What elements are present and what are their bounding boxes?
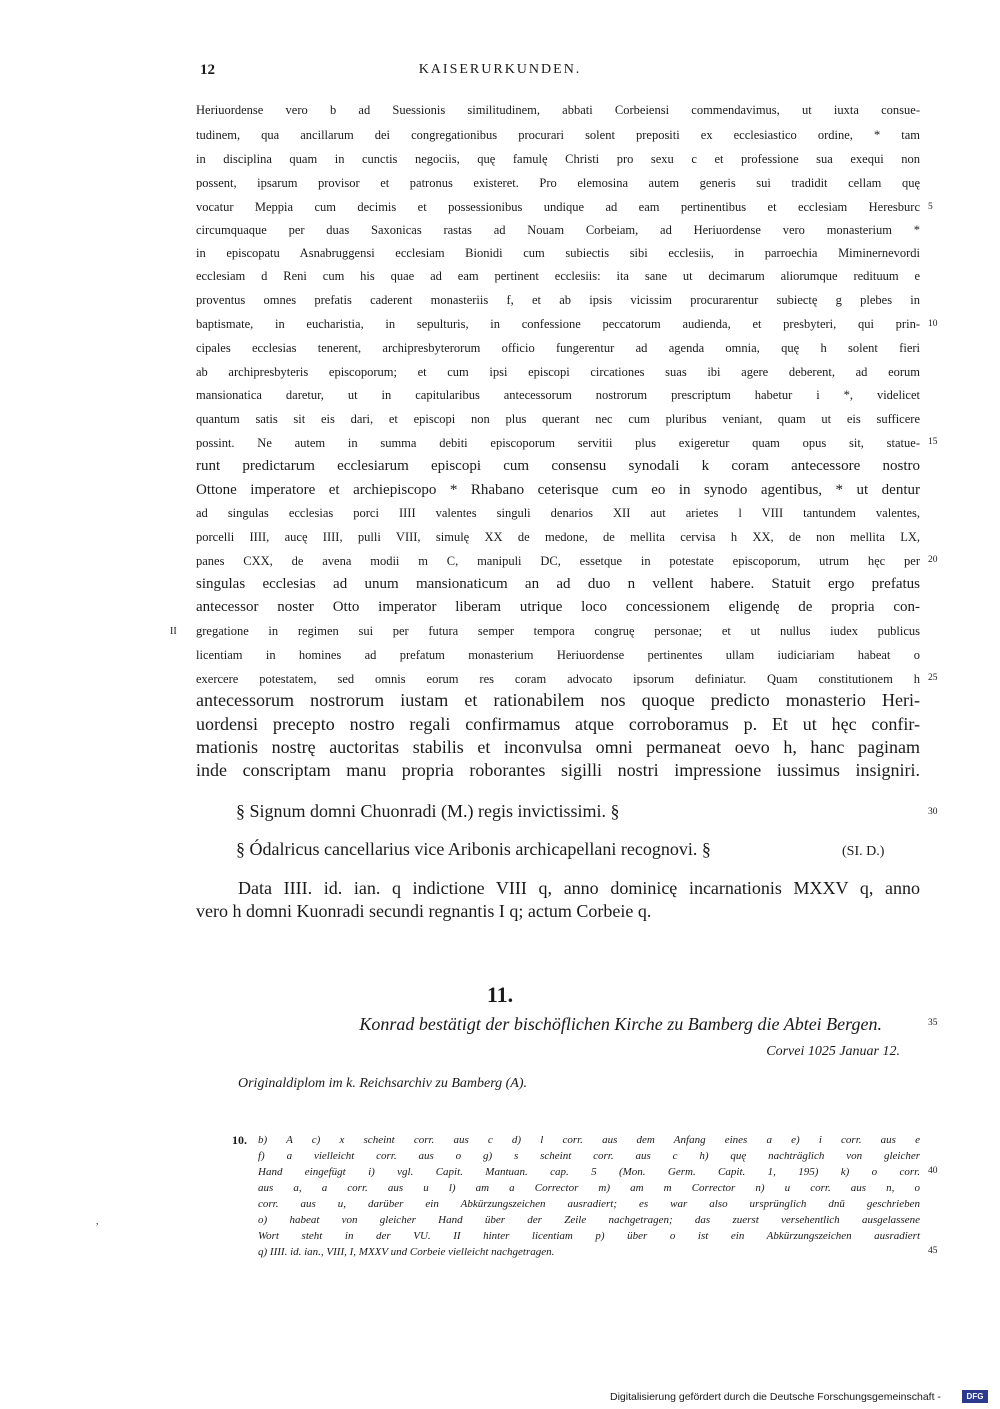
- dating-line: Data IIII. id. ian. q indictione VIII q, anno dominicę incarnationis MXXV q, anno: [238, 878, 920, 898]
- body-line: singulas ecclesias ad unum mansionaticum an ad duo n vellent habere. Statuit ergo prefatus: [196, 576, 920, 592]
- body-line: Ottone imperatore et archiepiscopo * Rhabano ceterisque cum eo in synodo agentibus, * ut dentur: [196, 482, 920, 498]
- body-line: cipales ecclesias tenerent, archipresbyterorum officio fungerentur ad agenda omnia, quę h solent fieri: [196, 341, 920, 355]
- line-number: 45: [928, 1246, 938, 1256]
- dfg-logo: DFG: [962, 1390, 988, 1403]
- body-line: uordensi precepto nostro regali confirmamus atque corroboramus p. Et ut hęc confir-: [196, 714, 920, 734]
- chancellor-line: § Ódalricus cancellarius vice Aribonis archicapellani recognovi. §: [236, 839, 711, 859]
- running-title: KAISERURKUNDEN.: [418, 62, 582, 77]
- line-number: 40: [928, 1166, 938, 1176]
- footnote-line: aus a, a corr. aus u l) am a Corrector m) am m Corrector n) u corr. aus n, o: [258, 1182, 920, 1194]
- body-line: runt predictarum ecclesiarum episcopi cum consensu synodali k coram antecessore nostro: [196, 458, 920, 474]
- body-line: possint. Ne autem in summa debiti episcoporum servitii plus exigeretur quam opus sit, statue-: [196, 436, 920, 450]
- body-line: porcelli IIII, aucę IIII, pulli VIII, simulę XX de medone, de mellita cervisa h XX, de non mellita LX,: [196, 530, 920, 544]
- body-line: ad singulas ecclesias porci IIII valentes singuli denarios XII aut arietes l VIII tantundem valentes,: [196, 506, 920, 520]
- body-line: mationis nostrę auctoritas stabilis et inconvulsa omni permaneat oevo h, hanc paginam: [196, 737, 920, 757]
- line-number: 35: [928, 1018, 938, 1028]
- body-line: quantum satis sit eis dari, et episcopi non plus querant nec cum pluribus veniant, quam ut eis sufficere: [196, 412, 920, 426]
- footnote-line: Hand eingefügt i) vgl. Capit. Mantuan. cap. 5 (Mon. Germ. Capit. 1, 195) k) o corr.: [258, 1166, 920, 1178]
- page-number: 12: [200, 62, 215, 78]
- body-line: antecessorum nostrorum iustam et rationabilem nos quoque predicto monasterio Heri-: [196, 690, 920, 710]
- body-line: in episcopatu Asnabruggensi ecclesiam Bionidi cum subiectis sibi ecclesiis, in parroechia Miminernevordi: [196, 246, 920, 260]
- body-line: vocatur Meppia cum decimis et possessionibus undique ad eam pertinentibus et ecclesiam Heresburc: [196, 200, 920, 214]
- line-number: 20: [928, 555, 938, 565]
- signum-line: § Signum domni Chuonradi (M.) regis invictissimi. §: [236, 801, 620, 821]
- body-line: ecclesiam d Reni cum his quae ad eam pertinent ecclesiis: ita sane ut decimarum aliorumque redituum e: [196, 269, 920, 283]
- body-line: panes CXX, de avena modii m C, manipuli DC, essetque in potestate episcoporum, utrum hęc per: [196, 554, 920, 568]
- footer-credit: Digitalisierung gefördert durch die Deutsche Forschungsgemeinschaft -: [610, 1391, 941, 1403]
- body-line: proventus omnes prefatis caderent monasteriis f, et ab ipsis vicissim procurarentur subiectę g plebes in: [196, 293, 920, 307]
- footnote-line: corr. aus u, darüber ein Abkürzungszeichen ausradiert; es war also ursprünglich dnū geschrieben: [258, 1198, 920, 1210]
- line-number: 10: [928, 319, 938, 329]
- body-line: baptismate, in eucharistia, in sepulturis, in confessione peccatorum audienda, et presbyteri, qui prin-: [196, 317, 920, 331]
- seal-mark: (SI. D.): [842, 844, 885, 859]
- footnote-line: b) A c) x scheint corr. aus c d) l corr. aus dem Anfang eines a e) i corr. aus e: [258, 1134, 920, 1146]
- body-line: Heriuordense vero b ad Suessionis similitudinem, abbati Corbeiensi commendavimus, ut iuxta consue-: [196, 103, 920, 117]
- body-line: gregatione in regimen sui per futura semper tempora congruę personae; et ut nullus iudex publicus: [196, 624, 920, 638]
- body-line: licentiam in homines ad prefatum monasterium Heriuordense pertinentes ullam iudiciariam habeat o: [196, 648, 920, 662]
- footnote-line: f) a vielleicht corr. aus o g) s scheint corr. aus c h) quę nachträglich von gleicher: [258, 1150, 920, 1162]
- body-line: mansionatica daretur, ut in capitularibus antecessorum nostrorum prescriptum habetur i *, videlicet: [196, 388, 920, 402]
- body-line: inde conscriptam manu propria roborantes sigilli nostri impressione iussimus insigniri.: [196, 760, 920, 780]
- line-number: 25: [928, 673, 938, 683]
- footnote-line: q) IIII. id. ian., VIII, I, MXXV und Corbeie vielleicht nachgetragen.: [258, 1246, 555, 1258]
- body-line: possent, ipsarum provisor et patronus existeret. Pro elemosina autem generis sui tradidit cellam quę: [196, 176, 920, 190]
- document-source: Originaldiplom im k. Reichsarchiv zu Bamberg (A).: [238, 1076, 528, 1091]
- footnote-label: 10.: [232, 1133, 247, 1147]
- body-line: ab archipresbyteris episcoporum; et cum ipsi episcopi circationes suas ibi agere deberent, ad eorum: [196, 365, 920, 379]
- document-number: 11.: [486, 982, 514, 1007]
- footnote-line: Wort steht in der VU. II hinter licentiam p) über o ist ein Abkürzungszeichen ausradiert: [258, 1230, 920, 1242]
- dating-line: vero h domni Kuonradi secundi regnantis I q; actum Corbeie q.: [196, 901, 652, 921]
- stray-mark: ,: [96, 1216, 99, 1227]
- line-number: 30: [928, 807, 938, 817]
- line-number: 15: [928, 437, 938, 447]
- document-title: Konrad bestätigt der bischöflichen Kirche zu Bamberg die Abtei Bergen.: [359, 1014, 882, 1034]
- body-line: tudinem, qua ancillarum dei congregationibus procurari solent prepositi ex ecclesiastico ordine, * tam: [196, 128, 920, 142]
- document-date: Corvei 1025 Januar 12.: [766, 1044, 900, 1059]
- body-line: antecessor noster Otto imperator liberam utrique loco concessionem eligendę de propria con-: [196, 599, 920, 615]
- line-number: 5: [928, 202, 933, 212]
- margin-note: II: [170, 626, 177, 637]
- body-line: exercere potestatem, sed omnis eorum res coram advocato ipsorum definiatur. Quam constitutionem h: [196, 672, 920, 686]
- body-line: circumquaque per duas Saxonicas rastas ad Nouam Corbeiam, ad Heriuordense vero monasterium *: [196, 223, 920, 237]
- footnote-line: o) habeat von gleicher Hand über der Zeile nachgetragen; das zuerst versehentlich ausgelassene: [258, 1214, 920, 1226]
- body-line: in disciplina quam in cunctis negociis, quę famulę Christi pro sexu c et professione sua exequi non: [196, 152, 920, 166]
